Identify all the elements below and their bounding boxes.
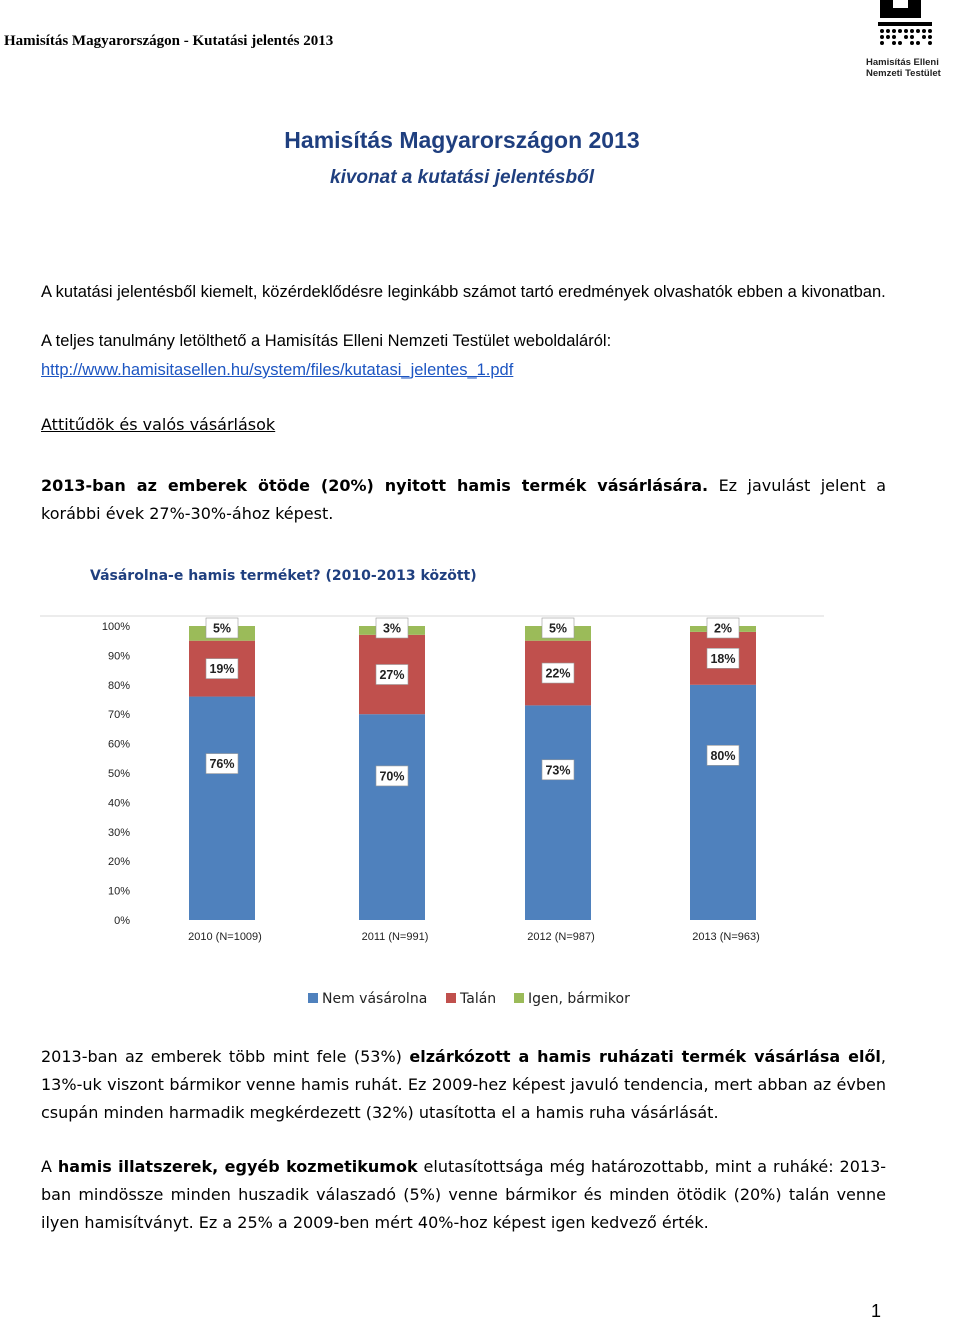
y-tick-label: 50% [107,768,130,780]
download-line: A teljes tanulmány letölthető a Hamisítás Elleni Nemzeti Testület weboldaláról: [41,332,612,350]
logo-line1: Hamisítás Elleni [866,57,939,68]
x-category-label: 2010 (N=1009) [188,931,262,943]
y-tick-label: 40% [107,797,130,810]
x-category-label: 2013 (N=963) [692,931,760,943]
bar-segment [690,685,756,920]
logo-text [866,57,941,79]
report-link[interactable]: http://www.hamisitasellen.hu/system/files/kutatasi_jelentes_1.pdf [41,361,514,379]
y-tick-label: 60% [107,738,130,751]
y-tick-label: 0% [114,915,130,927]
paragraph-1-bold: 2013-ban az emberek ötöde (20%) nyitott hamis termék vásárlására. [41,476,709,495]
data-label: 18% [710,651,736,666]
legend-swatch [514,993,524,1003]
data-label: 27% [379,668,405,683]
paragraph-2-b: , 13%-uk viszont bármikor venne hamis ruhát. Ez 2009-hez képest javuló tendencia, mert abban az évben csupán minden harmadik megkérdezett (32%) utasította el a hamis ruha vásárlását. [41,1047,887,1122]
intro-paragraph: A kutatási jelentésből kiemelt, közérdeklődésre leginkább számot tartó eredmények olvashatók ebben a kivonatban. [41,283,886,301]
chart-title-bold: Vásárolna-e hamis terméket? [90,568,321,584]
bar-segment [525,705,591,920]
legend-swatch [308,993,318,1003]
x-category-label: 2011 (N=991) [361,931,429,943]
page-title: Hamisítás Magyarországon 2013 [284,127,640,153]
data-label: 5% [212,621,232,636]
y-tick-label: 20% [107,856,130,869]
legend-swatch [446,993,456,1003]
chart-title [90,568,477,584]
y-tick-label: 70% [107,709,130,722]
data-label: 73% [545,763,571,778]
data-label: 3% [382,621,402,636]
paragraph-3-bold: hamis illatszerek, egyéb kozmetikumok [57,1157,418,1176]
paragraph-3-a: A [41,1157,58,1176]
y-tick-label: 30% [107,826,130,839]
legend-label: Igen, bármikor [528,991,630,1007]
paragraph-2 [41,1043,886,1127]
data-label: 70% [379,769,405,784]
data-label: 5% [548,621,568,636]
stacked-bar-chart [40,612,840,1022]
legend-label: Nem vásárolna [322,991,428,1007]
paragraph-1-rest: Ez javulást jelent a korábbi évek 27%-30%-ához képest. [41,476,886,523]
data-label: 80% [710,748,736,763]
y-tick-label: 90% [107,650,130,663]
y-tick-label: 100% [101,621,130,633]
logo-line2: Nemzeti Testület [866,68,941,79]
paragraph-2-bold: elzárkózott a hamis ruházati termék vásárlása elől [409,1047,881,1066]
data-label: 22% [545,666,571,681]
chart-title-rest: (2010-2013 között) [320,568,477,584]
page-number: 1 [871,1301,882,1321]
paragraph-3-b: elutasítottsága még határozottabb, mint a ruháké: 2013-ban mindössze minden huszadik válaszadó (5%) venne bármikor és minden ötödik (20%) talán venne ilyen hamisítványt. Ez a 25% a 2009-ben mért 40%-hoz képest igen kedvező érték. [41,1157,887,1232]
paragraph-2-a: 2013-ban az emberek több mint fele (53%) [41,1047,410,1066]
x-category-label: 2012 (N=987) [527,931,595,943]
legend-label: Talán [460,991,497,1007]
y-tick-label: 80% [107,679,130,692]
y-tick-label: 10% [107,885,130,898]
data-label: 2% [713,621,733,636]
page-subtitle: kivonat a kutatási jelentésből [330,167,594,188]
bar-segment [359,714,425,920]
data-label: 76% [209,757,235,772]
paragraph-1 [41,472,886,528]
paragraph-3 [41,1153,886,1237]
bar-segment [189,697,255,920]
section-title: Attitűdök és valós vásárlások [41,415,276,434]
data-label: 19% [209,662,235,677]
running-header: Hamisítás Magyarországon - Kutatási jelentés 2013 [4,33,334,49]
